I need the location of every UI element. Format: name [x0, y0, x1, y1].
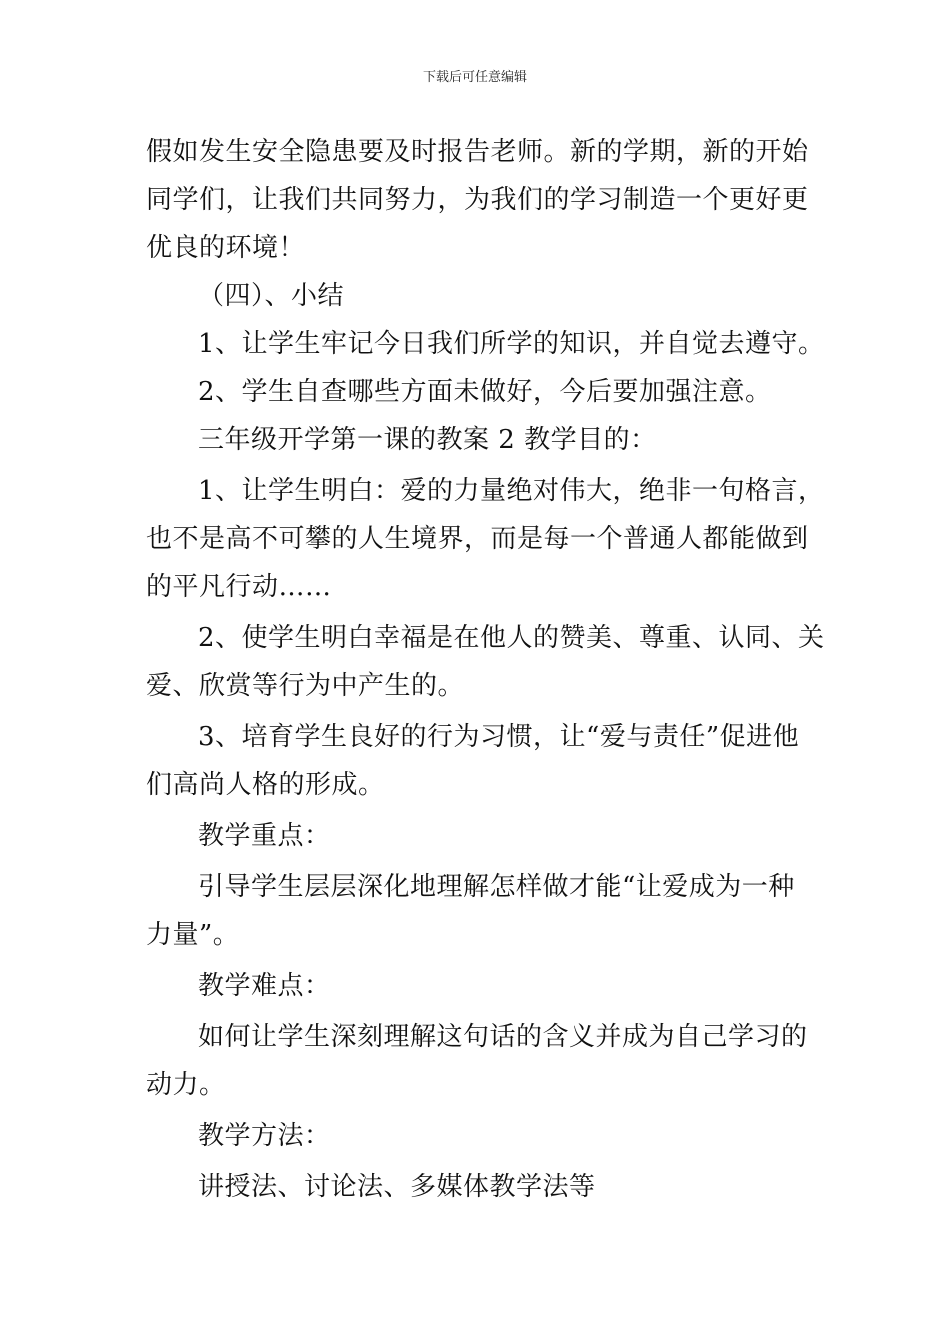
paragraph-line: 的平凡行动……: [146, 572, 332, 602]
list-item: 1、让学生牢记今日我们所学的知识，并自觉去遵守。: [198, 329, 825, 359]
paragraph-line: 引导学生层层深化地理解怎样做才能“让爱成为一种: [198, 872, 795, 902]
list-item: 2、学生自查哪些方面未做好，今后要加强注意。: [198, 377, 772, 407]
paragraph-line: 们高尚人格的形成。: [146, 770, 385, 800]
paragraph-line: 爱、欣赏等行为中产生的。: [146, 671, 465, 701]
paragraph-line: 三年级开学第一课的教案 2 教学目的：: [198, 425, 657, 455]
list-item: 3、培育学生良好的行为习惯，让“爱与责任”促进他: [198, 722, 800, 752]
section-heading: 教学难点：: [198, 971, 331, 1001]
document-body: [146, 128, 825, 1211]
paragraph-line: 力量”。: [146, 920, 240, 950]
page-header-note: 下载后可任意编辑: [422, 70, 527, 85]
paragraph-line: 假如发生安全隐患要及时报告老师。新的学期，新的开始: [146, 137, 809, 167]
paragraph-line: 优良的环境！: [146, 233, 306, 263]
paragraph-line: 动力。: [146, 1070, 226, 1100]
section-heading: 教学重点：: [198, 821, 331, 851]
list-item: 1、让学生明白：爱的力量绝对伟大，绝非一句格言，: [198, 476, 825, 506]
paragraph-line: 如何让学生深刻理解这句话的含义并成为自己学习的: [198, 1022, 808, 1052]
paragraph-line: 也不是高不可攀的人生境界，而是每一个普通人都能做到: [146, 524, 809, 554]
list-item: 2、使学生明白幸福是在他人的赞美、尊重、认同、关: [198, 623, 825, 653]
section-heading: 教学方法：: [198, 1121, 331, 1151]
paragraph-line: 同学们，让我们共同努力，为我们的学习制造一个更好更: [146, 185, 809, 215]
section-heading: （四）、小结: [198, 281, 345, 311]
paragraph-line: 讲授法、讨论法、多媒体教学法等: [198, 1172, 596, 1202]
